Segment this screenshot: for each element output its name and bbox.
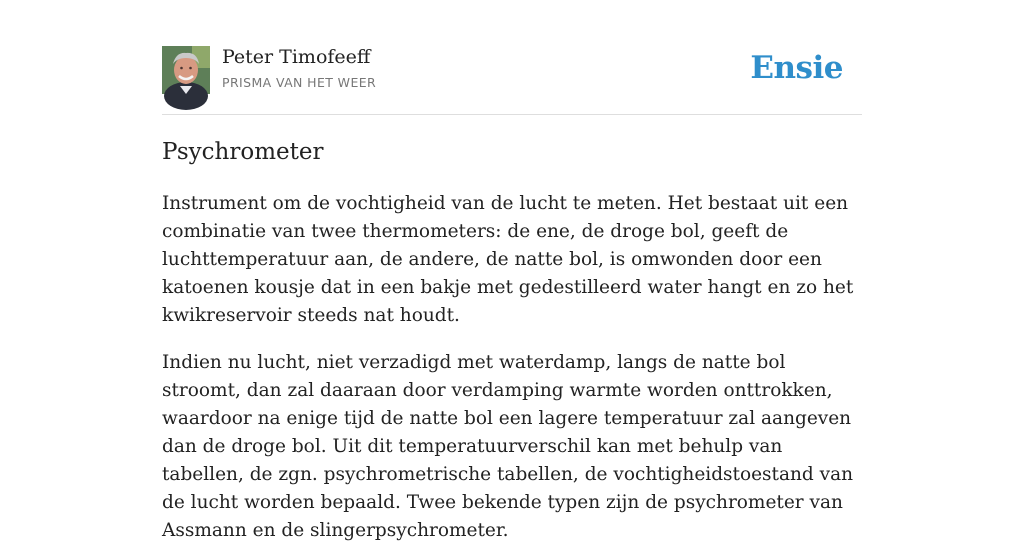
avatar[interactable] [162, 46, 210, 94]
paragraph: Instrument om de vochtigheid van de lucht te meten. Het bestaat uit een combinatie van twee thermometers: de ene, de droge bol, geeft de luchttemperatuur aan, de andere, de natte bol, is omwonden door een katoenen kousje dat in een bakje met gedestilleerd water hangt en zo het kwikreservoir steeds nat houdt. [162, 193, 854, 326]
author-name[interactable]: Peter Timofeeff [222, 46, 371, 68]
page-title: Psychrometer [162, 139, 324, 165]
header [162, 46, 862, 115]
paragraph: Indien nu lucht, niet verzadigd met waterdamp, langs de natte bol stroomt, dan zal daaraan door verdamping warmte worden onttrokken, waardoor na enige tijd de natte bol een lagere temperatuur zal aangeven dan de droge bol. Uit dit temperatuurverschil kan met behulp van tabellen, de zgn. psychrometrische tabellen, de vochtigheidstoestand van de lucht worden bepaald. Twee bekende typen zijn de psychrometer van Assmann en de slingerpsychrometer. [162, 352, 854, 541]
author-photo [162, 46, 210, 94]
ensie-logo[interactable]: Ensie [750, 50, 843, 86]
author-source[interactable]: PRISMA VAN HET WEER [222, 75, 377, 90]
